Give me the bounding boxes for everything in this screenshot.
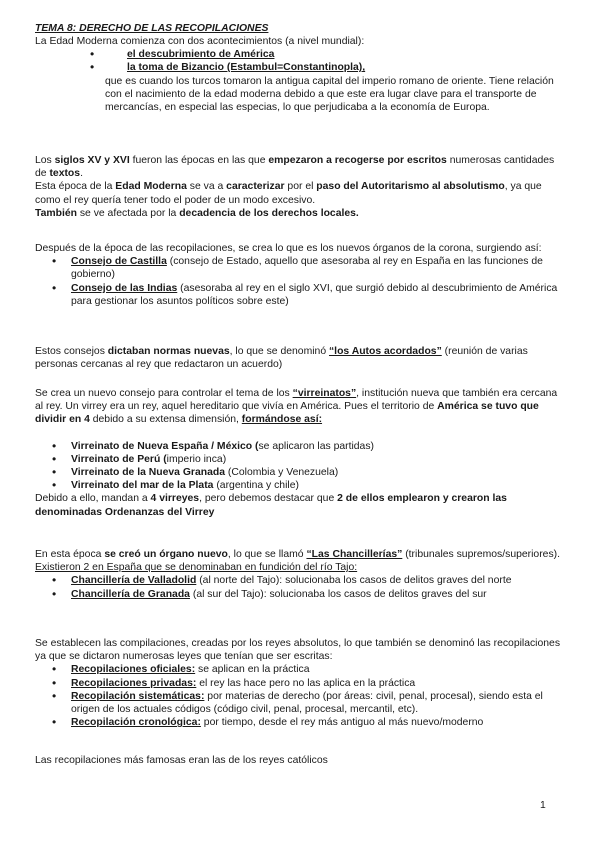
- page-number: 1: [540, 800, 546, 811]
- chancillerias-text: En esta época se creó un órgano nuevo, lo que se llamó “Las Chancillerías” (tribunales supremos/superiores).: [35, 549, 560, 560]
- list-item: • el descubrimiento de América: [35, 48, 565, 61]
- list-item: • Virreinato de la Nueva Granada (Colombia y Venezuela): [35, 466, 565, 479]
- list-item: • Consejo de las Indias (asesoraba al rey en el siglo XVI, que surgió debido al descubrimiento de América para gestionar los asuntos políticos sobre este): [35, 282, 565, 308]
- intro-text: La Edad Moderna comienza con dos acontecimientos (a nivel mundial):: [35, 36, 365, 47]
- list-item: • Recopilación cronológica: por tiempo, desde el rey más antiguo al más nuevo/moderno: [35, 716, 565, 729]
- paragraph-siglos: Los siglos XV y XVI fueron las épocas en las que empezaron a recogerse por escritos numerosas cantidades de textos. Esta época de la Edad Moderna se va a caracterizar por el paso del Autoritarismo al absolutismo, ya que como el rey quería tener todo el poder de un modo excesivo. También se ve afectada por la decadencia de los derechos locales.: [35, 155, 555, 219]
- list-item: • Virreinato de Perú (imperio inca): [35, 453, 565, 466]
- paragraph-recopilaciones: [35, 637, 565, 729]
- page-title: TEMA 8: DERECHO DE LAS RECOPILACIONES: [35, 23, 269, 34]
- paragraph-reyes-catolicos: Las recopilaciones más famosas eran las de los reyes católicos: [35, 755, 328, 766]
- list-item: • Chancillería de Valladolid (al norte del Tajo): solucionaba los casos de delitos graves del norte: [35, 574, 565, 587]
- paragraph-organos: [35, 242, 565, 308]
- recopilaciones-text: Se establecen las compilaciones, creadas por los reyes absolutos, lo que también se denominó las recopilaciones ya que se dictaron numerosas leyes que tenían que ser escritas:: [35, 638, 561, 663]
- list-item: • Chancillería de Granada (al sur del Tajo): solucionaba los casos de delitos graves del sur: [35, 588, 565, 601]
- virreyes-text: Debido a ello, mandan a 4 virreyes, pero debemos destacar que 2 de ellos emplearon y crearon las denominadas Ordenanzas del Virrey: [35, 493, 507, 518]
- list-item: • Consejo de Castilla (consejo de Estado, aquello que asesoraba al rey en España en las funciones de gobierno): [35, 255, 565, 281]
- chancillerias-list: [35, 574, 565, 600]
- intro-section: [35, 35, 565, 114]
- intro-explanation: que es cuando los turcos tomaron la antigua capital del imperio romano de oriente. Tiene relación con el nacimiento de la edad moderna debido a que este era lugar clave para el transporte de mercancías, en especial las especias, lo que perjudicaba a la economía de Europa.: [105, 75, 554, 114]
- virreinatos-list: [35, 440, 565, 493]
- list-item: • la toma de Bizancio (Estambul=Constantinopla),: [35, 61, 565, 74]
- list-item: • Recopilaciones oficiales: se aplican en la práctica: [35, 663, 565, 676]
- virreinatos-text: Se crea un nuevo consejo para controlar el tema de los “virreinatos”, institución nueva que también era cercana al rey. Un virrey era un rey, aquel hereditario que vivía en América. Pues el territorio de América se tuvo que dividir en 4 debido a su extensa dimensión, formándose así:: [35, 388, 558, 426]
- paragraph-autos: Estos consejos dictaban normas nuevas, lo que se denominó “los Autos acordados” (reunión de varias personas cercanas al rey que redactaron un acuerdo): [35, 346, 528, 371]
- list-item: • Virreinato de Nueva España / México (se aplicaron las partidas): [35, 440, 565, 453]
- consejos-list: [35, 255, 565, 308]
- list-item: • Virreinato del mar de la Plata (argentina y chile): [35, 479, 565, 492]
- list-item: • Recopilación sistemáticas: por materias de derecho (por áreas: civil, penal, procesal), siendo esta el origen de los actuales códigos (código civil, penal, procesal, mercantil, etc).: [35, 690, 565, 716]
- intro-bullet-list: [35, 48, 565, 74]
- organos-text: Después de la época de las recopilaciones, se crea lo que es los nuevos órganos de la corona, surgiendo así:: [35, 243, 542, 254]
- recopilaciones-list: [35, 663, 565, 729]
- list-item: • Recopilaciones privadas: el rey las hace pero no las aplica en la práctica: [35, 677, 565, 690]
- paragraph-chancillerias: [35, 548, 565, 601]
- chancillerias-subtitle: Existieron 2 en España que se denominaban en fundición del río Tajo:: [35, 562, 358, 574]
- paragraph-virreinatos: [35, 387, 565, 519]
